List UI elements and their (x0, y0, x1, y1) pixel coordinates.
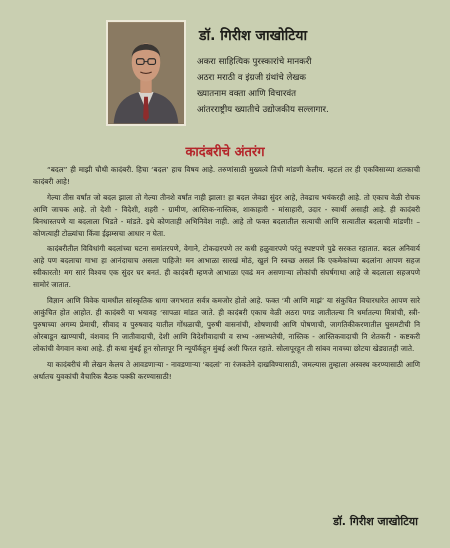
bio-line: ख्यातनाम वक्ता आणि विचारवंत (197, 89, 297, 99)
author-bio (197, 54, 329, 118)
author-photo (106, 20, 186, 126)
paragraph: कादंबरीतील विविधांगी बदलांच्या घटना समांतरपणे, वेगाने, टोकदारपणे तर कधी हळुवारपणे परंतु स्पष्टपणे पुढे सरकत रहातात. बदल अनिवार्य आहे पण बदलाचा गाभा हा आनंदाचाच असला पाहिजे! मन आभाळा सारखं मोठं, खुलं नि स्वच्छ असलं कि एकमेकांच्या बदलांना आपण सहज स्वीकारतो! मग सारं विश्वच एक सुंदर घर बनतं. ही कादंबरी म्हणजे आभाळा एवढं मन असणाऱ्या लोकांची संघर्षगाथा आहे जे बदलाला सहजपणे सामोरं जातात. (33, 244, 420, 290)
section-title: कादंबरीचे अंतरंग (185, 145, 265, 160)
bio-line: अकरा साहित्यिक पुरस्कारांचे मानकरी (197, 57, 312, 67)
bio-line: अठरा मराठी व इंग्रजी ग्रंथांचे लेखक (197, 73, 306, 83)
author-name: डॉ. गिरीश जाखोटिया (199, 28, 308, 44)
paragraph: “बदल” ही माझी चौथी कादंबरी. हिचा ‘बदल’ हाच विषय आहे. तरुणांसाठी मुख्यत्वे तिची मांडणी केलीय. म्हटलं तर ही एकविसाव्या शतकाची कादंबरी आहे! (33, 165, 420, 186)
bio-line: आंतरराष्ट्रीय ख्यातीचे उद्योजकीय सल्लागार. (197, 105, 329, 115)
author-signature: डॉ. गिरीश जाखोटिया (333, 515, 418, 528)
paragraph: विज्ञान आणि विवेक यामधील सांस्कृतिक धागा जगभरात सर्वत्र कमजोर होतो आहे. फक्त ‘मी आणि माझं’ या संकुचित विचारधारेत आपण सारे आकुंचित होत आहोत. ही कादंबरी या भयावह ‘सापळा मांडत जाते. ही कादंबरी एकाच वेळी अठरा पगड जातीतल्या नि धर्मातल्या मित्रांची, स्त्री-पुरुषाच्या अगम्य प्रेमाची, सीवाद व पुरुषवाद यातील गोंधळाची, पुरुषी वासनांची, शोषणाची आणि पोषणाची, जागतिकीकरणातील घुसमटीची नि ओरबाडून खाण्याची, वंशवाद नि जातीवादाची, देशी आणि विदेशीवादाची व सभ्य -असभ्यतेची, नास्तिक - आस्तिकवादाची नि शेतकरी - कष्टकरी लोकांची वेगवान कथा आहे. ही कथा मुंबई हून सोलापूर नि न्यूयॉर्कहून मुंबई अशी फिरत रहाते. सोलापूरहून ती सांबव नावच्या छोटया खेड्यातही जाते. (33, 296, 420, 353)
blurb-text (33, 164, 420, 386)
paragraph: गेल्या तीस वर्षांत जो बदल झाला तो गेल्या तीनशे वर्षांत नाही झाला! हा बदल जेवढा सुंदर आहे, तेवढाच भयंकरही आहे. तो एकाच वेळी रोचक आणि जाचक आहे. तो देशी - विदेशी, शहरी - ग्रामीण, आस्तिक-नास्तिक, शाकाहारी - मांसाहारी, उदार - स्वार्थी असाही आहे. ही कादंबरी बिनधास्तपणे या बदलाला भिडते - मांडते. इथे कोणताही अभिनिवेश नाही. आहे तो फक्त बदलातील सत्याची आणि सत्यातील बदलाची मांडणी! –कोणत्याही टोळ्यांचा किंवा ईझम्सचा आधार न घेता. (33, 192, 420, 238)
paragraph: या कादंबरीचं मी लेखन केलय ते आवडणाऱ्या - नावडणाऱ्या ‘बदलां’ ना रंजकतेने दाखविण्यासाठी, जमल्यास तुम्हाला अस्वस्थ करण्यासाठी आणि अर्थातच युवकांची वैचारिक बैठक पक्की करण्यासाठी! (33, 359, 420, 381)
